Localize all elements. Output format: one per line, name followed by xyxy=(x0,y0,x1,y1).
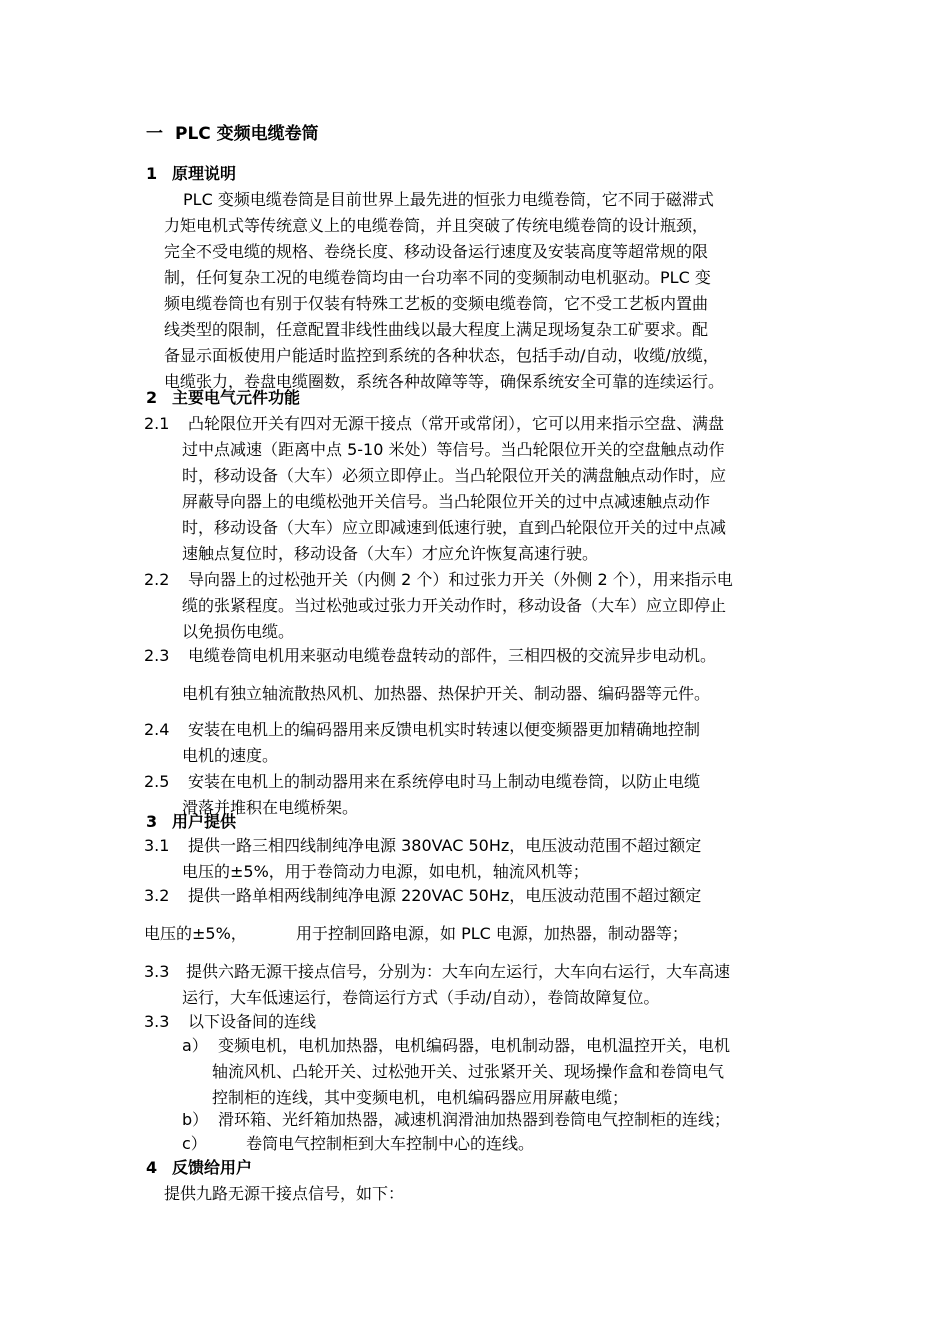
item-line: 提供六路无源干接点信号，分别为：大车向左运行，大车向右运行，大车高速 xyxy=(186,962,731,981)
item-line: 电机有独立轴流散热风机、加热器、热保护开关、制动器、编码器等元件。 xyxy=(182,684,711,703)
item-line: 以下设备间的连线 xyxy=(188,1012,317,1031)
section-3-number: 3 xyxy=(146,812,158,831)
section-1-number: 1 xyxy=(146,164,158,183)
sub-item-mark: a） xyxy=(182,1036,208,1055)
item-line: 安装在电机上的制动器用来在系统停电时马上制动电缆卷筒，以防止电缆 xyxy=(188,772,701,791)
item-line: 导向器上的过松弛开关（内侧 2 个）和过张力开关（外侧 2 个），用来指示电 xyxy=(188,570,733,589)
item-line: 过中点减速（距离中点 5-10 米处）等信号。当凸轮限位开关的空盘触点动作 xyxy=(182,440,725,459)
item-number: 2.5 xyxy=(144,772,170,791)
item-line: 用于控制回路电源，如 PLC 电源，加热器，制动器等； xyxy=(296,924,688,943)
item-line: 凸轮限位开关有四对无源干接点（常开或常闭），它可以用来指示空盘、满盘 xyxy=(188,414,725,433)
item-number: 2.4 xyxy=(144,720,170,739)
sub-item-line: 轴流风机、凸轮开关、过松弛开关、过张紧开关、现场操作盒和卷筒电气 xyxy=(212,1062,725,1081)
item-line: 屏蔽导向器上的电缆松弛开关信号。当凸轮限位开关的过中点减速触点动作 xyxy=(182,492,711,511)
body-line: 频电缆卷筒也有别于仅装有特殊工艺板的变频电缆卷筒，它不受工艺板内置曲 xyxy=(164,294,709,313)
item-line: 电缆卷筒电机用来驱动电缆卷盘转动的部件，三相四极的交流异步电动机。 xyxy=(188,646,717,665)
sub-item-line: 滑环箱、光纤箱加热器，减速机润滑油加热器到卷筒电气控制柜的连线； xyxy=(218,1110,731,1129)
item-line: 缆的张紧程度。当过松弛或过张力开关动作时，移动设备（大车）应立即停止 xyxy=(182,596,727,615)
item-line: 电机的速度。 xyxy=(182,746,279,765)
item-number: 3.3 xyxy=(144,1012,170,1031)
item-number: 2.3 xyxy=(144,646,170,665)
body-line: 力矩电机式等传统意义上的电缆卷筒，并且突破了传统电缆卷筒的设计瓶颈， xyxy=(164,216,709,235)
item-number: 2.2 xyxy=(144,570,170,589)
section-1-heading: 原理说明 xyxy=(172,164,237,183)
sub-item-mark: c） xyxy=(182,1134,207,1153)
item-line: 以免损伤电缆。 xyxy=(182,622,295,641)
item-number: 3.3 xyxy=(144,962,170,981)
body-line: 完全不受电缆的规格、卷绕长度、移动设备运行速度及安装高度等超常规的限 xyxy=(164,242,709,261)
sub-item-line: 控制柜的连线，其中变频电机，电机编码器应用屏蔽电缆； xyxy=(212,1088,629,1107)
item-number: 3.2 xyxy=(144,886,170,905)
section-4-number: 4 xyxy=(146,1158,158,1177)
sub-item-line: 卷筒电气控制柜到大车控制中心的连线。 xyxy=(246,1134,535,1153)
body-line: PLC 变频电缆卷筒是目前世界上最先进的恒张力电缆卷筒，它不同于磁滞式 xyxy=(183,190,714,209)
body-line: 制，任何复杂工况的电缆卷筒均由一台功率不同的变频制动电机驱动。PLC 变 xyxy=(164,268,711,287)
item-line: 滑落并堆积在电缆桥架。 xyxy=(182,798,359,817)
section-2-heading: 主要电气元件功能 xyxy=(172,388,301,407)
body-line: 备显示面板使用户能适时监控到系统的各种状态，包括手动/自动，收缆/放缆， xyxy=(164,346,719,365)
item-line: 时，移动设备（大车）必须立即停止。当凸轮限位开关的满盘触点动作时，应 xyxy=(182,466,727,485)
sub-item-line: 变频电机，电机加热器，电机编码器，电机制动器，电机温控开关，电机 xyxy=(218,1036,731,1055)
sub-item-mark: b） xyxy=(182,1110,209,1129)
item-line: 电压的±5%，用于卷筒动力电源，如电机，轴流风机等； xyxy=(182,862,589,881)
item-line: 安装在电机上的编码器用来反馈电机实时转速以便变频器更加精确地控制 xyxy=(188,720,701,739)
body-line: 电缆张力，卷盘电缆圈数，系统各种故障等等，确保系统安全可靠的连续运行。 xyxy=(164,372,725,391)
section-4-heading: 反馈给用户 xyxy=(172,1158,253,1177)
section-2-number: 2 xyxy=(146,388,158,407)
item-line: 提供一路三相四线制纯净电源 380VAC 50Hz，电压波动范围不超过额定 xyxy=(188,836,702,855)
item-number: 3.1 xyxy=(144,836,170,855)
item-line: 时，移动设备（大车）应立即减速到低速行驶，直到凸轮限位开关的过中点减 xyxy=(182,518,727,537)
section-3-heading: 用户提供 xyxy=(172,812,237,831)
item-line: 电压的±5%， xyxy=(144,924,247,943)
item-line: 提供一路单相两线制纯净电源 220VAC 50Hz，电压波动范围不超过额定 xyxy=(188,886,702,905)
body-line: 提供九路无源干接点信号，如下： xyxy=(164,1184,405,1203)
page-title: PLC 变频电缆卷筒 xyxy=(175,124,319,144)
item-line: 速触点复位时，移动设备（大车）才应允许恢复高速行驶。 xyxy=(182,544,599,563)
item-number: 2.1 xyxy=(144,414,170,433)
item-line: 运行，大车低速运行，卷筒运行方式（手动/自动），卷筒故障复位。 xyxy=(182,988,660,1007)
chapter-number: 一 xyxy=(146,124,163,144)
body-line: 线类型的限制，任意配置非线性曲线以最大程度上满足现场复杂工矿要求。配 xyxy=(164,320,709,339)
